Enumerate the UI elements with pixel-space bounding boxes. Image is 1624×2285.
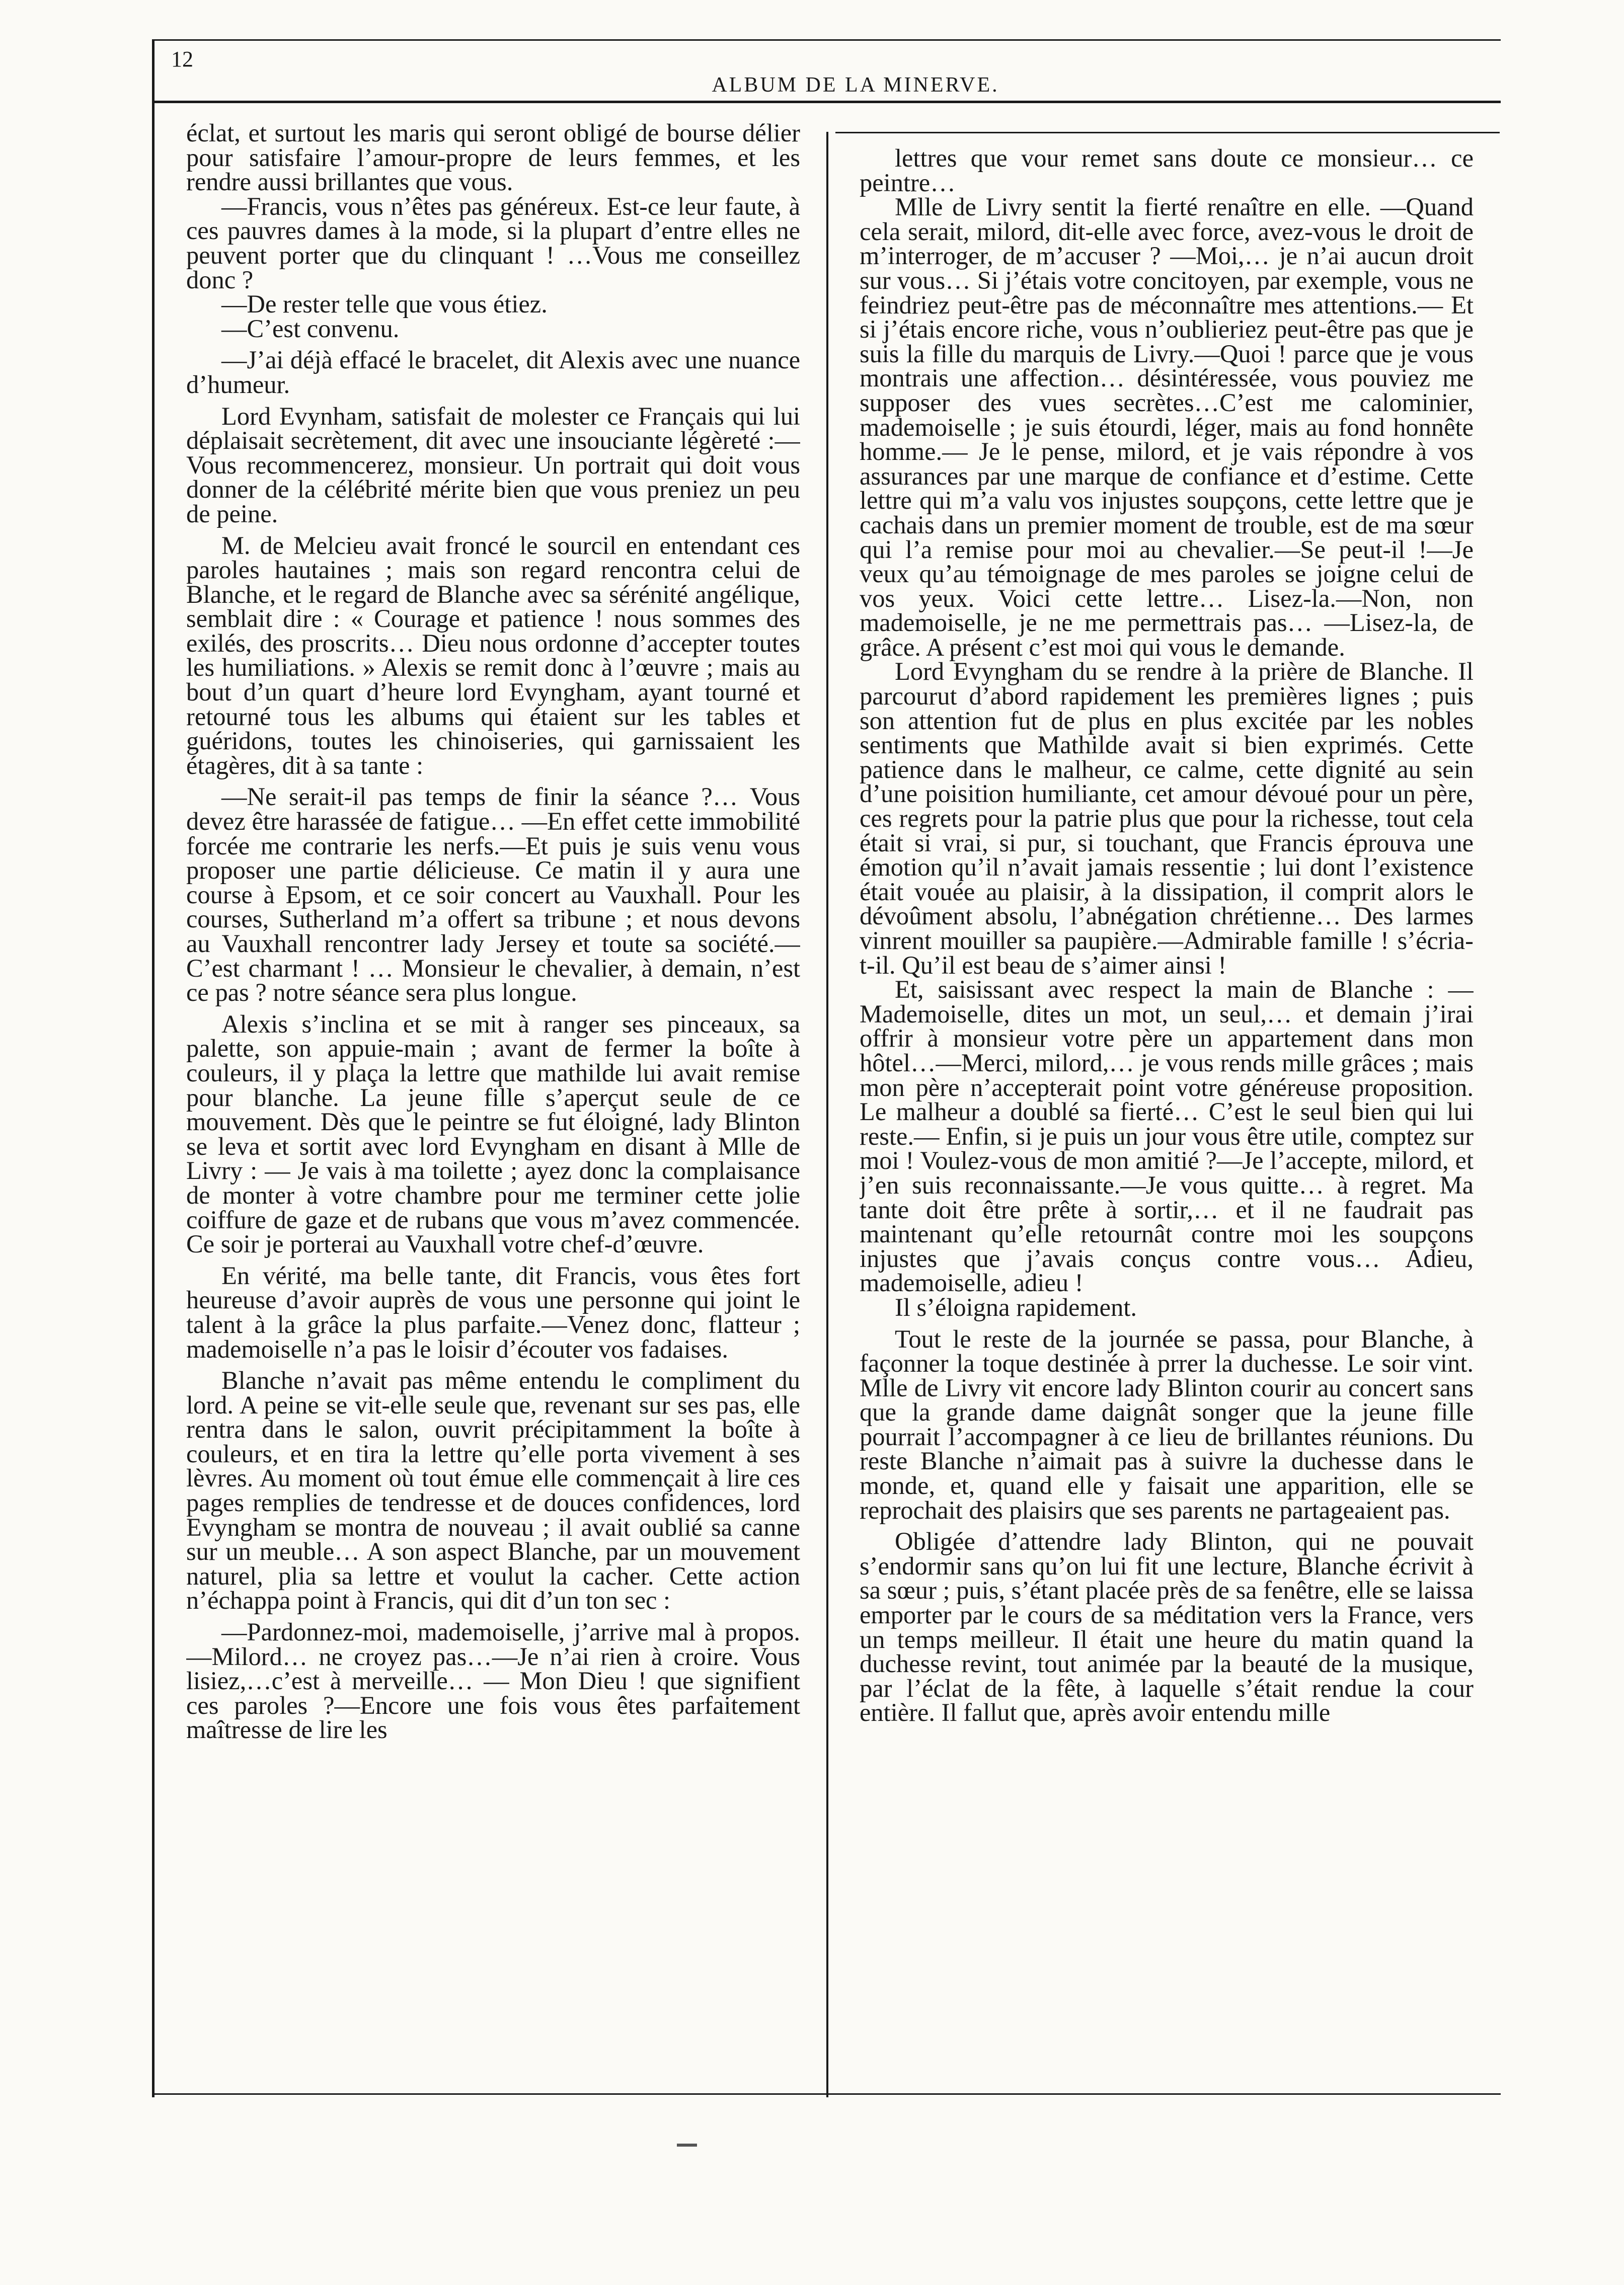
paragraph: —C’est convenu. xyxy=(221,314,400,343)
running-title: ALBUM DE LA MINERVE. xyxy=(712,73,999,97)
paragraph: Tout le reste de la journée se passa, pour Blanche, à façonner la toque destinée à prrer la duchesse. Le soir vint. Mlle de Livry vit encore lady Blinton courir au concert sans que la grande dame daignât songer que la jeune fille pourrait l’accompagner à ce lieu de brillantes réunions. Du reste Blanche n’aimait pas à suivre la duchesse dans le monde, et, quand elle y faisait une apparition, elle se reprochait des plaisirs que ses parents ne partageaient pas. xyxy=(860,1324,1474,1524)
paragraph: En vérité, ma belle tante, dit Francis, vous êtes fort heureuse d’avoir auprès de vous une personne qui joint le talent à la grâce la plus parfaite.—Venez donc, flatteur ; mademoiselle n’a pas le loisir d’écouter vos fadaises. xyxy=(186,1261,800,1363)
paragraph: Mlle de Livry sentit la fierté renaître en elle. —Quand cela serait, milord, dit-elle avec force, avez-vous le droit de m’interroger, de m’accuser ? —Moi,… je n’ai aucun droit sur vous… Si j’étais votre concitoyen, par exemple, vous ne feindriez peut-être pas de méconnaître mes attentions.— Et si j’étais encore riche, vous n’oublieriez peut-être pas que je suis la fille du marquis de Livry.—Quoi ! parce que je vous montrais une affection… désintéressée, vous pouviez me supposer des vues secrètes…C’est me calominier, mademoiselle ; je suis étourdi, léger, mais au fond honnête homme.— Je le pense, milord, et je vais répondre à vos assurances par une marque de confiance et d’estime. Cette lettre qui m’a valu vos injustes soupçons, cette lettre que je cachais dans un premier moment de trouble, est de ma sœur qui l’a remise pour moi au chevalier.—Se peut-il !—Je veux qu’au témoignage de mes paroles se joigne celui de vos yeux. Voici cette lettre… Lisez-la.—Non, non mademoiselle, je ne me permettrais pas… —Lisez-la, de grâce. A présent c’est moi qui vous le demande. xyxy=(860,193,1474,661)
paragraph: éclat, et surtout les maris qui seront obligé de bourse délier pour satisfaire l’amour-propre de leurs femmes, et les rendre aussi brillantes que vous. xyxy=(186,121,800,196)
printer-mark xyxy=(677,2144,697,2147)
paragraph: M. de Melcieu avait froncé le sourcil en entendant ces paroles hautaines ; mais son regard rencontra celui de Blanche, et le regard de Blanche avec sa sérénité angélique, semblait dire : « Courage et patience ! nous sommes des exilés, des proscrits… Dieu nous ordonne d’accepter toutes les humiliations. » Alexis se remit donc à l’œuvre ; mais au bout d’un quart d’heure lord Evyngham, ayant tourné et retourné tous les albums qui étaient sur les tables et guéridons, toutes les chinoiseries, qui garnissaient les étagères, dit à sa tante : xyxy=(186,531,800,779)
paragraph: —De rester telle que vous étiez. xyxy=(221,290,548,319)
left-column xyxy=(186,121,800,2073)
paragraph: Il s’éloigna rapidement. xyxy=(895,1293,1137,1321)
paragraph: Alexis s’inclina et se mit à ranger ses pinceaux, sa palette, son appuie-main ; avant de fermer la boîte à couleurs, il y plaça la lettre que mathilde lui avait remise pour blanche. La jeune fille s’aperçut seule de ce mouvement. Dès que le peintre se fut éloigné, lady Blinton se leva et sortit avec lord Evyngham en disant à Mlle de Livry : — Je vais à ma toilette ; ayez donc la complaisance de monter à votre chambre pour me terminer cette jolie coiffure de gaze et de rubans que vous m’avez commencée. Ce soir je porterai au Vauxhall votre chef-d’œuvre. xyxy=(186,1009,800,1258)
left-frame-rule xyxy=(152,39,154,2097)
paragraph: Blanche n’avait pas même entendu le compliment du lord. A peine se vit-elle seule que, revenant sur ses pas, elle rentra dans le salon, ouvrit précipitamment la boîte à couleurs, et en tira la lettre qu’elle porta vivement à ses lèvres. Au moment où tout émue elle commençait à lire ces pages remplies de tendresse et de douces confidences, lord Evyngham se montra de nouveau ; il avait oublié sa canne sur un meuble… A son aspect Blanche, par un mouvement naturel, plia sa lettre et voulut la cacher. Cette action n’échappa point à Francis, qui dit d’un ton sec : xyxy=(186,1366,800,1615)
paragraph: Et, saisissant avec respect la main de Blanche : —Mademoiselle, dites un mot, un seul,… et demain j’irai offrir à monsieur votre père un appartement dans mon hôtel…—Merci, milord,… je vous rends mille grâces ; mais mon père n’accepterait point votre généreuse proposition. Le malheur a doublé sa fierté… C’est le seul bien qui lui reste.— Enfin, si je puis un jour vous être utile, comptez sur moi ! Voulez-vous de mon amitié ?—Je l’accepte, milord, et j’en suis reconnaissante.—Je vous quitte… à regret. Ma tante doit être prête à sortir,… et il ne faudrait pas maintenant qu’elle retournât contre moi les soupçons injustes que j’avais conçus contre vous… Adieu, mademoiselle, adieu ! xyxy=(860,975,1474,1297)
bottom-rule xyxy=(152,2093,1501,2095)
top-rule xyxy=(152,39,1501,41)
column-divider xyxy=(826,132,828,2097)
paragraph: —Francis, vous n’êtes pas généreux. Est-ce leur faute, à ces pauvres dames à la mode, si la plupart d’entre elles ne peuvent porter que du clinquant ! …Vous me conseillez donc ? xyxy=(186,192,800,294)
right-column xyxy=(860,146,1474,2098)
paragraph: —Pardonnez-moi, mademoiselle, j’arrive mal à propos.—Milord… ne croyez pas…—Je n’ai rien à croire. Vous lisiez,…c’est à merveille… — Mon Dieu ! que signifient ces paroles ?—Encore une fois vous êtes parfaitement maîtresse de lire les xyxy=(186,1618,800,1744)
paragraph: lettres que vour remet sans doute ce monsieur… ce peintre… xyxy=(860,146,1474,197)
paragraph: Obligée d’attendre lady Blinton, qui ne pouvait s’endormir sans qu’on lui fit une lecture, Blanche écrivit à sa sœur ; puis, s’étant placée près de sa fenêtre, elle se laissa emporter par le cours de sa méditation vers la France, vers un temps meilleur. Il était une heure du matin quand la duchesse revint, tout animée par la beauté de la musique, par l’éclat de la fête, à laquelle s’était rendue la cour entière. Il fallut que, après avoir entendu mille xyxy=(860,1527,1474,1727)
paragraph: Lord Evynham, satisfait de molester ce Français qui lui déplaisait secrètement, dit avec une insouciante légèreté :—Vous recommencerez, monsieur. Un portrait qui doit vous donner de la célébrité mérite bien que vous preniez un peu de peine. xyxy=(186,402,800,528)
paragraph: —J’ai déjà effacé le bracelet, dit Alexis avec une nuance d’humeur. xyxy=(186,346,800,399)
paragraph: —Ne serait-il pas temps de finir la séance ?… Vous devez être harassée de fatigue… —En effet cette immobilité forcée me contrarie les nerfs.—Et puis je suis venu vous proposer une partie délicieuse. Ce matin il y aura une course à Epsom, et ce soir concert au Vauxhall. Pour les courses, Sutherland m’a offert sa tribune ; et nous devons au Vauxhall rencontrer lady Jersey et toute sa société.— C’est charmant ! … Monsieur le chevalier, à demain, n’est ce pas ? notre séance sera plus longue. xyxy=(186,782,800,1007)
right-column-top-rule xyxy=(835,132,1500,133)
page-number: 12 xyxy=(171,47,193,71)
header-rule xyxy=(152,101,1501,103)
paragraph: Lord Evyngham du se rendre à la prière de Blanche. Il parcourut d’abord rapidement les premières lignes ; puis son attention fut de plus en plus excitée par les nobles sentiments que Mathilde avait si bien exprimés. Cette patience dans le malheur, ce calme, cette dignité au sein d’une poisition humiliante, cet amour dévoué pour un père, ces regrets pour la patrie plus que pour la richesse, tout cela était si vrai, si pur, si touchant, que Francis éprouva une émotion qu’il n’avait jamais ressentie ; lui dont l’existence était vouée au plaisir, à la dissipation, il comprit alors le dévoûment absolu, l’abnégation chrétienne… Des larmes vinrent mouiller sa paupière.—Admirable famille ! s’écria-t-il. Qu’il est beau de s’aimer ainsi ! xyxy=(860,657,1474,979)
